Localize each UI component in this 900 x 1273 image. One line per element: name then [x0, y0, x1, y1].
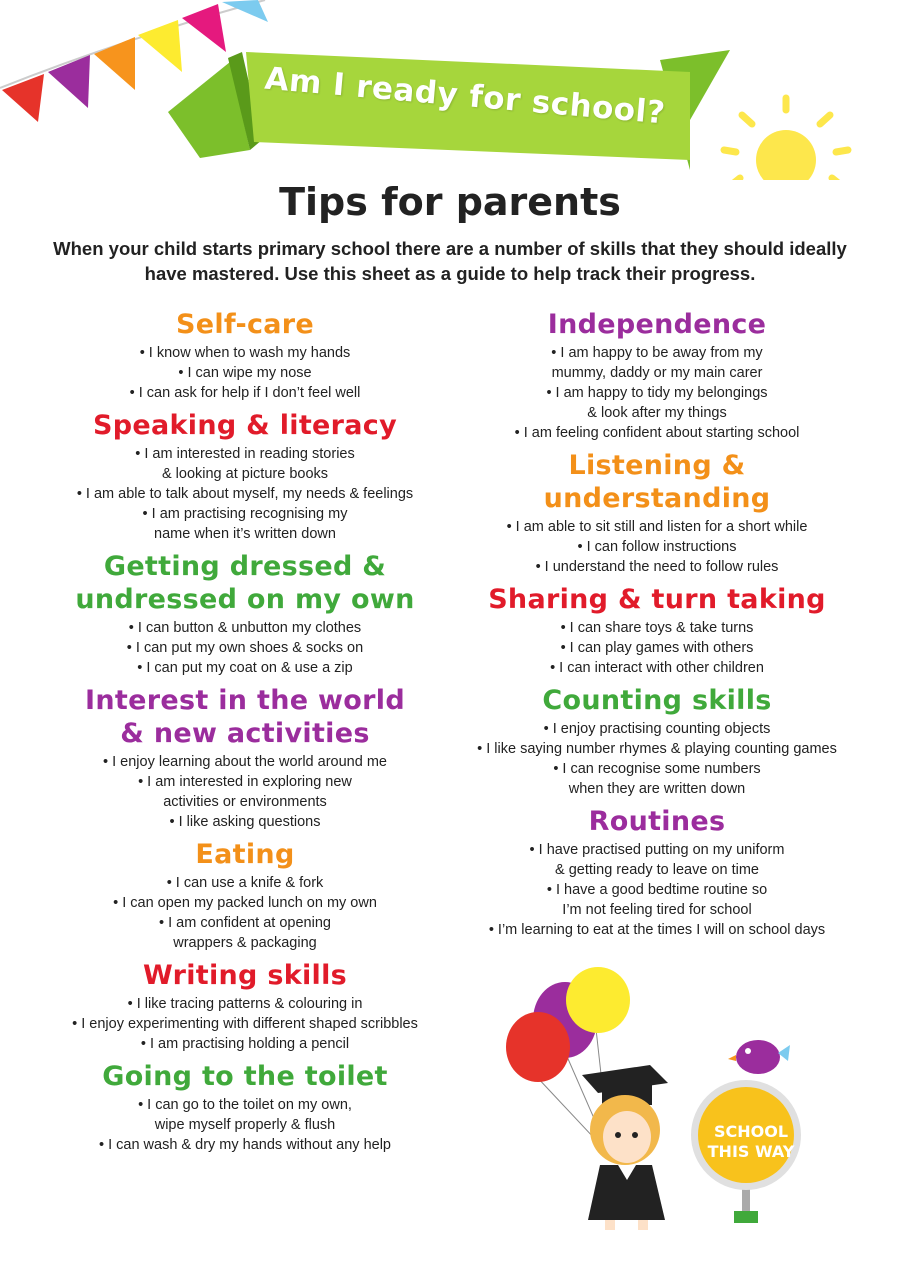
section-heading: [452, 684, 862, 717]
section-heading-line: Counting skills: [542, 685, 772, 716]
section-heading: [40, 550, 450, 616]
page-title: Tips for parents: [279, 180, 621, 224]
section-heading: [40, 959, 450, 992]
tip-item: • I have practised putting on my uniform: [529, 842, 785, 858]
banner-title: Am I ready for school?: [263, 60, 667, 132]
tip-item: • I enjoy practising counting objects: [543, 721, 771, 737]
tip-item: • I am happy to be away from my: [551, 345, 763, 361]
section-heading: [452, 583, 862, 616]
section-heading-line: Independence: [547, 309, 767, 340]
tip-item: • I can ask for help if I don’t feel well: [129, 385, 361, 401]
sign-line-2: THIS WAY: [707, 1142, 795, 1161]
tip-section: [452, 583, 862, 678]
tip-item: • I can button & unbutton my clothes: [128, 620, 362, 636]
tip-section: [452, 449, 862, 577]
tip-item: • I like asking questions: [169, 814, 321, 830]
section-heading: [40, 1060, 450, 1093]
tip-item: • I am feeling confident about starting school: [514, 425, 800, 441]
tip-item: wipe myself properly & flush: [154, 1117, 336, 1133]
tip-item: • I can interact with other children: [550, 660, 764, 676]
tip-item: • I understand the need to follow rules: [535, 559, 779, 575]
sun-icon: [724, 98, 848, 180]
tip-section: [40, 684, 450, 832]
section-heading-line: Routines: [588, 806, 726, 837]
graduate-girl-icon: [582, 1065, 668, 1230]
section-heading-line: Listening & understanding: [543, 450, 771, 514]
tip-item: activities or environments: [163, 794, 327, 810]
tip-item: • I can share toys & take turns: [560, 620, 754, 636]
section-heading-line: Interest in the world: [85, 685, 405, 716]
tip-item: • I enjoy experimenting with different shaped scribbles: [72, 1016, 418, 1032]
section-heading-line: Going to the toilet: [102, 1061, 388, 1092]
tip-section: [40, 409, 450, 544]
tip-section: [452, 684, 862, 799]
section-heading-line: Getting dressed &: [103, 551, 387, 582]
sign-line-1: SCHOOL: [713, 1122, 789, 1141]
section-heading-line: Eating: [195, 839, 295, 870]
section-heading: [452, 449, 862, 515]
tip-item: • I like saying number rhymes & playing counting games: [477, 741, 837, 757]
tip-item: • I can wash & dry my hands without any help: [98, 1137, 391, 1153]
tip-section: [40, 308, 450, 403]
section-heading-line: Sharing & turn taking: [488, 584, 826, 615]
tip-item: • I can use a knife & fork: [166, 875, 324, 891]
tip-item: • I have a good bedtime routine so: [546, 882, 768, 898]
section-heading: [452, 308, 862, 341]
tip-section: [452, 308, 862, 443]
section-heading: [40, 409, 450, 442]
tip-item: & look after my things: [587, 405, 727, 421]
tip-section: [40, 959, 450, 1054]
tip-section: [40, 550, 450, 678]
tip-item: • I can play games with others: [560, 640, 754, 656]
tip-item: • I can wipe my nose: [178, 365, 312, 381]
section-heading: [40, 308, 450, 341]
section-heading: [40, 838, 450, 871]
section-heading-line: undressed on my own: [75, 584, 415, 615]
left-column: [40, 308, 450, 1161]
tip-item: • I am practising recognising my: [142, 506, 348, 522]
tip-item: • I can recognise some numbers: [553, 761, 761, 777]
tip-item: • I am able to talk about myself, my needs & feelings: [76, 486, 414, 502]
tip-item: • I can open my packed lunch on my own: [113, 895, 377, 911]
tip-item: • I can put my coat on & use a zip: [137, 660, 353, 676]
tip-section: [40, 838, 450, 953]
tip-item: • I can put my own shoes & socks on: [126, 640, 364, 656]
tip-section: [40, 1060, 450, 1155]
section-heading: [452, 805, 862, 838]
section-heading-line: Writing skills: [142, 960, 348, 991]
tip-item: mummy, daddy or my main carer: [551, 365, 763, 381]
tip-item: name when it’s written down: [154, 526, 336, 542]
tip-item: when they are written down: [568, 781, 746, 797]
graduation-illustration: [490, 965, 820, 1235]
section-heading-line: & new activities: [120, 718, 370, 749]
tip-item: wrappers & packaging: [173, 935, 317, 951]
tip-item: & getting ready to leave on time: [555, 862, 759, 878]
bird-icon: [728, 1040, 790, 1074]
tip-item: • I am interested in exploring new: [138, 774, 352, 790]
tip-item: • I’m learning to eat at the times I will on school days: [488, 922, 826, 938]
tip-item: I’m not feeling tired for school: [562, 902, 752, 918]
tip-item: • I am practising holding a pencil: [140, 1036, 350, 1052]
section-heading-line: Self-care: [175, 309, 315, 340]
tip-item: • I am interested in reading stories: [135, 446, 355, 462]
tip-item: • I know when to wash my hands: [139, 345, 351, 361]
tip-item: & looking at picture books: [161, 466, 329, 482]
section-heading-line: Speaking & literacy: [93, 410, 397, 441]
tip-section: [452, 805, 862, 940]
intro-text: When your child starts primary school there are a number of skills that they should ideally have mastered. Use this sheet as a guide to help track their progress.: [53, 238, 847, 284]
tip-item: • I am able to sit still and listen for a short while: [506, 519, 808, 535]
right-column: [452, 308, 862, 946]
tip-item: • I can follow instructions: [577, 539, 737, 555]
tip-item: • I can go to the toilet on my own,: [138, 1097, 352, 1113]
tip-item: • I enjoy learning about the world around me: [103, 754, 387, 770]
tip-item: • I am confident at opening: [159, 915, 331, 931]
tip-item: • I like tracing patterns & colouring in: [127, 996, 363, 1012]
section-heading: [40, 684, 450, 750]
school-sign-text: [696, 1122, 806, 1162]
tip-item: • I am happy to tidy my belongings: [546, 385, 768, 401]
